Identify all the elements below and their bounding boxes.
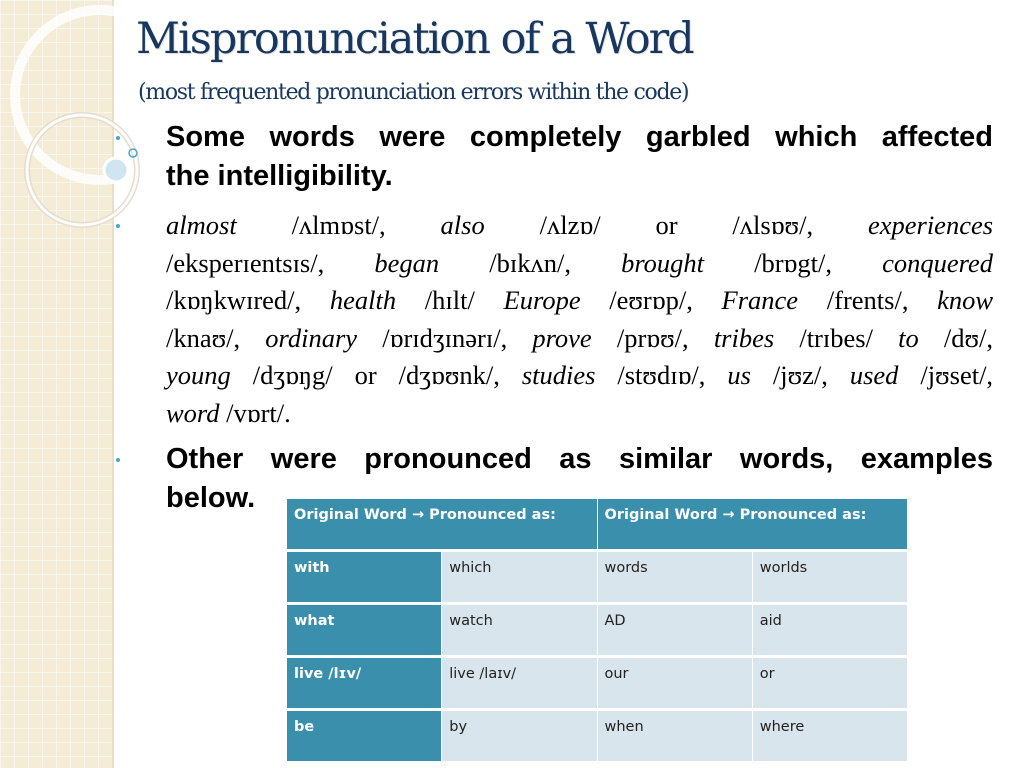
example-word: ordinary — [265, 322, 358, 353]
original-word-cell: AD — [598, 605, 752, 655]
pronounced-as-cell: where — [753, 711, 907, 761]
phonetic-transcription: /knaʊ/, — [166, 322, 241, 353]
slide-subtitle: (most frequented pronunciation errors within the code) — [138, 80, 689, 105]
pronunciation-line — [166, 245, 993, 283]
phonetic-transcription: /brɒgt/, — [754, 247, 833, 278]
phonetic-transcription: /prɒʊ/, — [616, 322, 689, 353]
pronunciation-line — [166, 282, 993, 320]
similar-words-table — [286, 496, 908, 764]
slide-title: Mispronunciation of a Word — [136, 14, 693, 64]
original-word-cell: what — [287, 605, 441, 655]
bullet-dot — [116, 224, 120, 228]
phonetic-transcription: /hɪlt/ — [424, 285, 475, 315]
example-word: also — [440, 210, 485, 240]
bullet-dot — [116, 136, 120, 140]
example-word: brought — [621, 247, 705, 278]
example-word: to — [898, 322, 919, 353]
pronounced-as-cell: or — [753, 658, 907, 708]
pronounced-as-cell: live /laɪv/ — [442, 658, 596, 708]
phonetic-transcription: /kɒŋkwɪred/, — [166, 285, 302, 315]
example-word: almost — [166, 210, 237, 240]
pronunciation-line — [166, 207, 993, 245]
example-word: us — [727, 360, 751, 390]
original-word-cell: with — [287, 552, 441, 602]
example-word: prove — [532, 322, 592, 353]
bullet-line: below. — [166, 482, 256, 514]
bullet-garbled-words — [166, 118, 993, 196]
pronounced-as-cell: which — [442, 552, 596, 602]
phonetic-transcription: /ɒrɪdʒɪnərɪ/, — [382, 322, 508, 353]
bullet-line: Other were pronounced as similar words, examples — [166, 443, 993, 475]
table-header-row — [287, 499, 907, 549]
table-row — [287, 605, 907, 655]
bullet-dot — [116, 458, 120, 462]
phonetic-transcription: /ʌlsɒʊ/, — [732, 210, 814, 240]
example-word: word — [166, 397, 220, 428]
example-word: experiences — [867, 210, 994, 240]
example-word: used — [849, 360, 899, 390]
pronounced-as-cell: worlds — [753, 552, 907, 602]
phonetic-transcription: /trɪbes/ — [799, 322, 873, 353]
table-row — [287, 711, 907, 761]
bullet-line: Some words were completely garbled which affected — [166, 121, 993, 153]
example-word: health — [329, 285, 397, 315]
example-word: France — [721, 285, 799, 315]
phonetic-transcription: /dʊ/, — [943, 322, 993, 353]
phonetic-transcription: or — [354, 360, 377, 390]
phonetic-transcription: /jʊz/, — [772, 360, 828, 390]
pronounced-as-cell: aid — [753, 605, 907, 655]
phonetic-transcription: /eksperɪentsɪs/, — [166, 247, 325, 278]
example-word: tribes — [713, 322, 775, 353]
bullet-line: the intelligibility. — [166, 160, 393, 192]
bullet-pronunciation-examples — [166, 207, 993, 432]
original-word-cell: be — [287, 711, 441, 761]
example-word: young — [166, 360, 231, 390]
phonetic-transcription: /eʊrɒp/, — [609, 285, 693, 315]
phonetic-transcription: or — [655, 210, 678, 240]
table-header-cell: Original Word → Pronounced as: — [598, 499, 908, 549]
pronunciation-line — [166, 357, 993, 395]
original-word-cell: words — [598, 552, 752, 602]
blue-dot — [104, 158, 128, 182]
table-header-cell: Original Word → Pronounced as: — [287, 499, 597, 549]
example-word: studies — [521, 360, 596, 390]
example-word: know — [937, 285, 994, 315]
phonetic-transcription: /ʌlzɒ/ — [539, 210, 601, 240]
table-row — [287, 658, 907, 708]
original-word-cell: live /lɪv/ — [287, 658, 441, 708]
original-word-cell: when — [598, 711, 752, 761]
example-word: Europe — [503, 285, 581, 315]
pronounced-as-cell: by — [442, 711, 596, 761]
pronounced-as-cell: watch — [442, 605, 596, 655]
phonetic-transcription: /dʒɒʊnk/, — [398, 360, 500, 390]
pronunciation-line — [166, 320, 993, 358]
example-word: began — [374, 247, 440, 278]
pronunciation-line — [166, 395, 993, 433]
phonetic-transcription: /bɪkʌn/, — [489, 247, 571, 278]
phonetic-transcription: /frents/, — [826, 285, 909, 315]
phonetic-transcription: /jʊset/, — [920, 360, 994, 390]
phonetic-transcription: /dʒɒŋg/ — [252, 360, 333, 390]
phonetic-transcription: /ʌlmɒst/, — [291, 210, 386, 240]
phonetic-transcription: /vɒrt/. — [226, 397, 291, 428]
example-word: conquered — [882, 247, 994, 278]
original-word-cell: our — [598, 658, 752, 708]
table-row — [287, 552, 907, 602]
phonetic-transcription: /stʊdɪɒ/, — [617, 360, 706, 390]
